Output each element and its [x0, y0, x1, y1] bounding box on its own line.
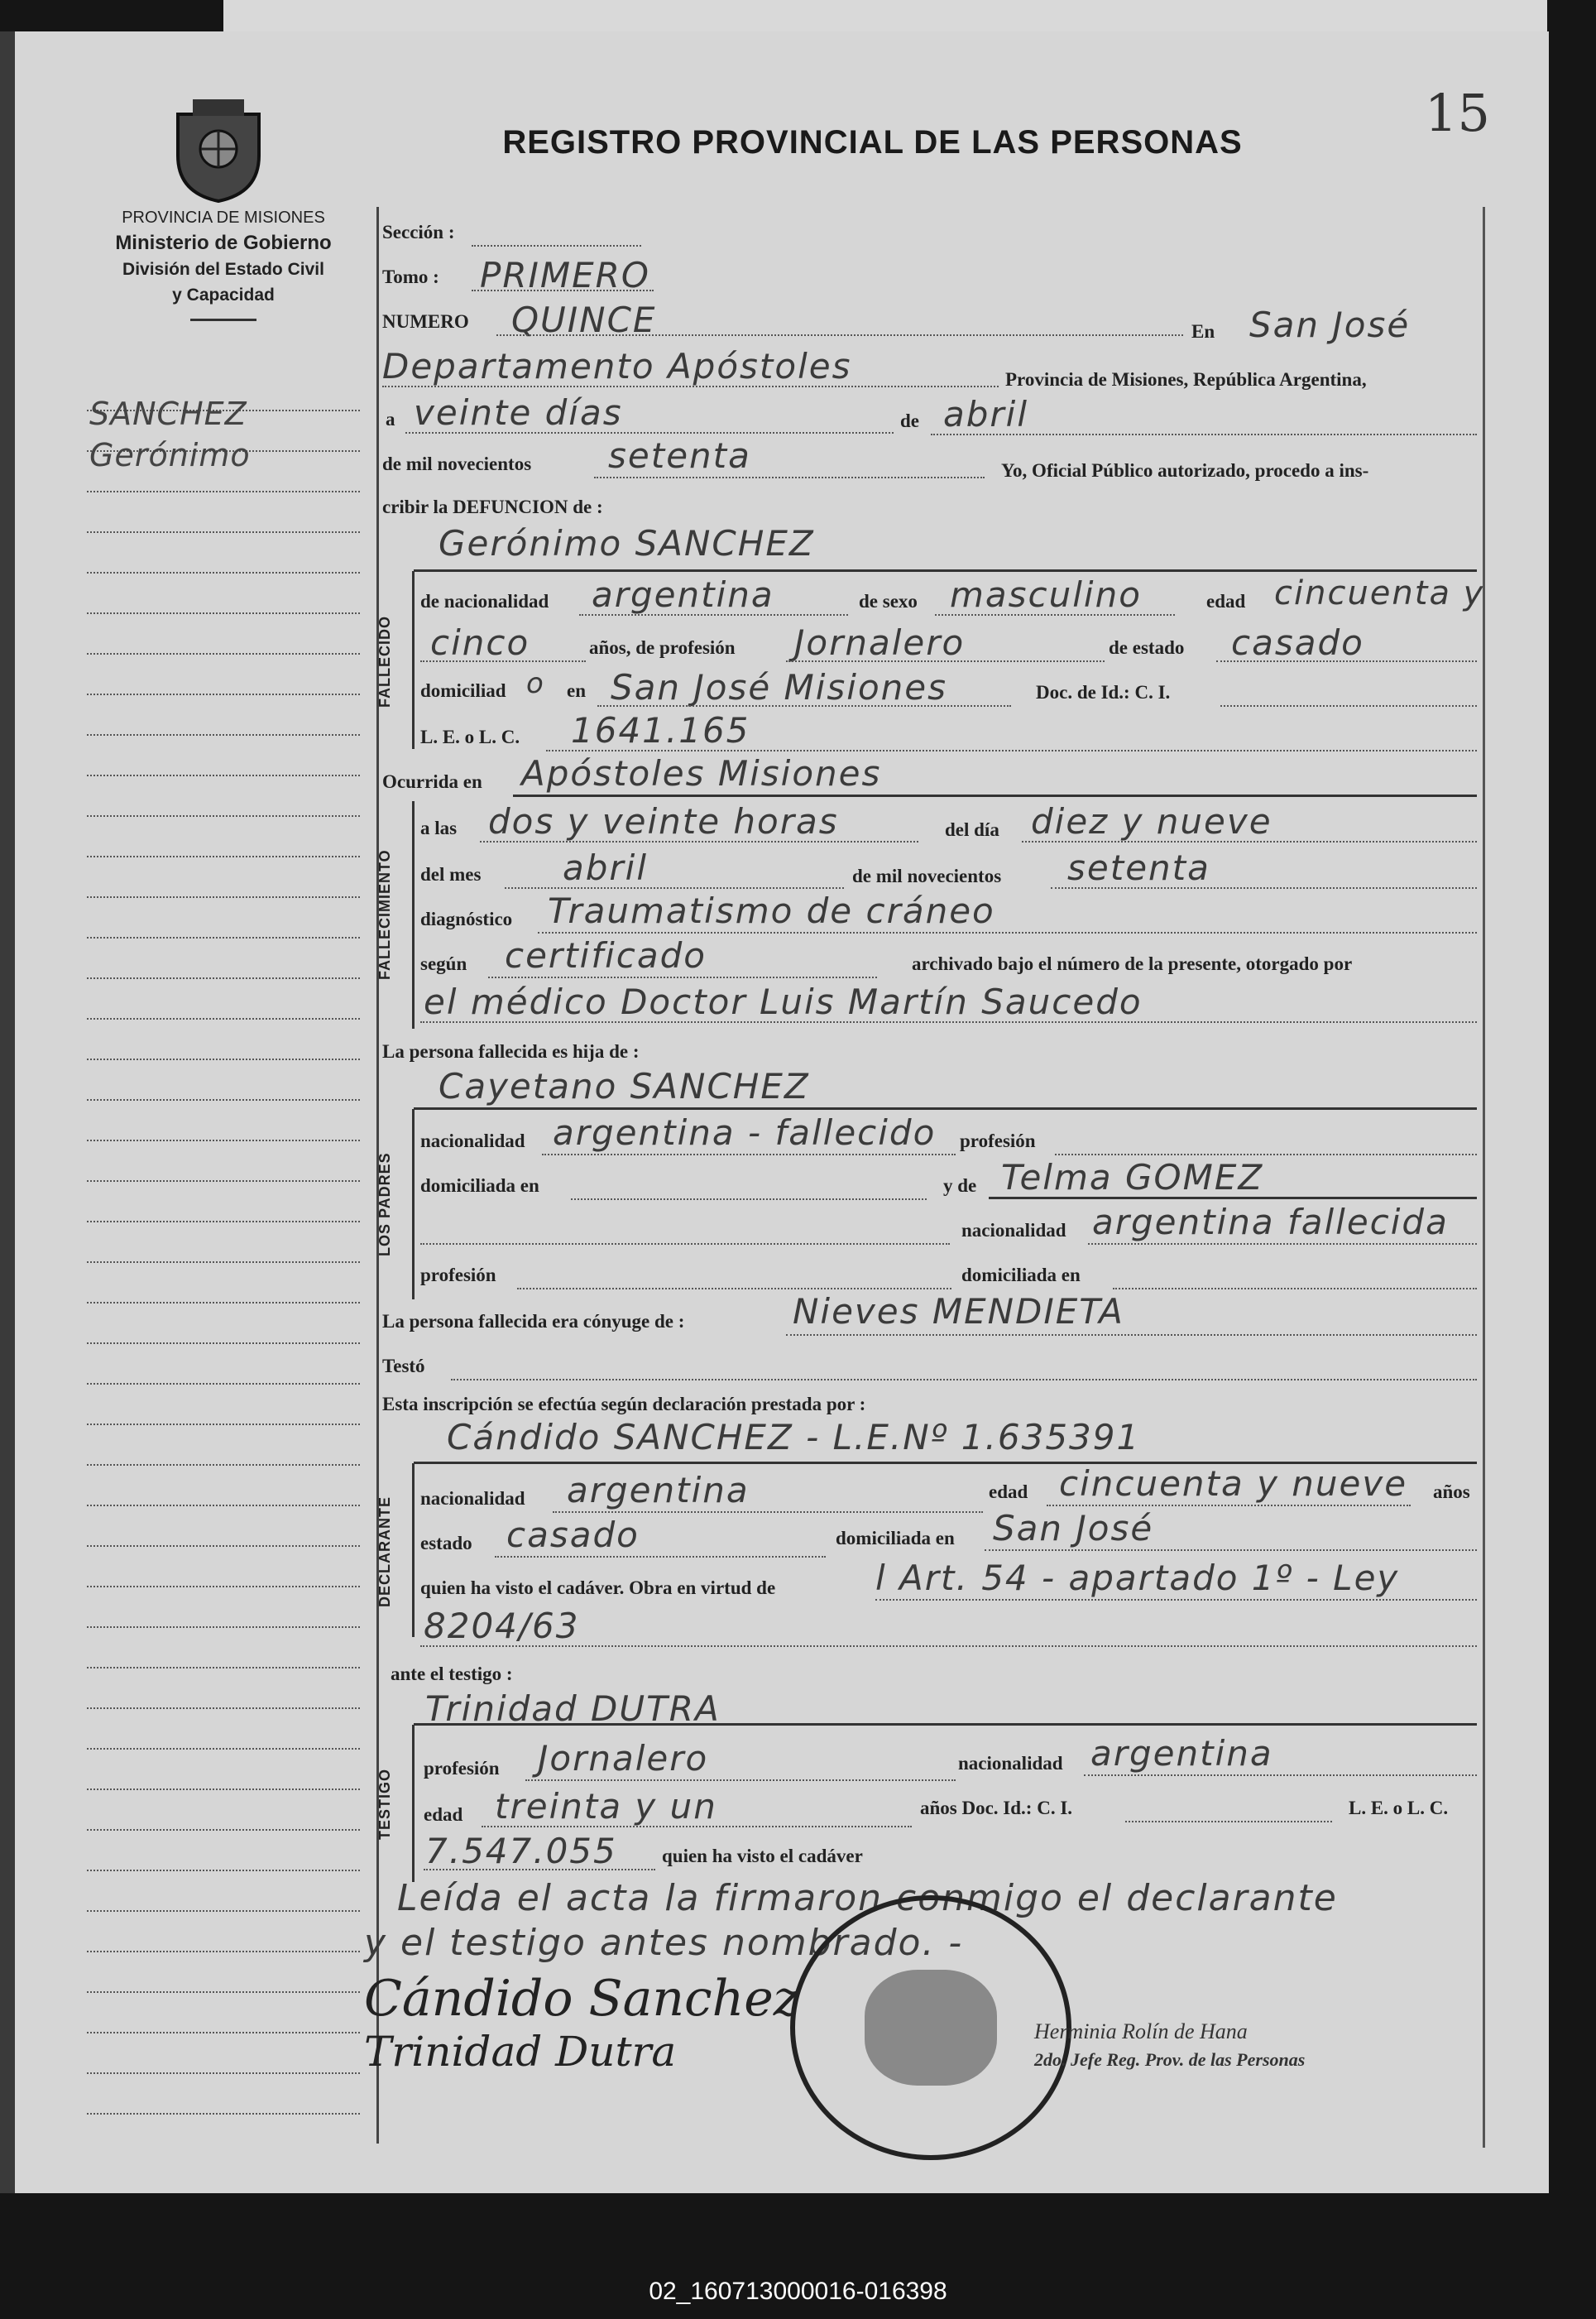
le-line: [546, 750, 1477, 751]
padre-rule: [414, 1107, 1477, 1110]
de-label: de: [900, 411, 919, 431]
top-page-strip: [223, 0, 1547, 31]
testigo-nombre: Trinidad DUTRA: [425, 1688, 721, 1729]
madre-domiciliada-line: [1113, 1288, 1477, 1289]
diagnostico-label: diagnóstico: [420, 909, 513, 929]
decl-edad-line: [1047, 1505, 1411, 1506]
fecha-dias: veinte días: [414, 392, 623, 433]
del-dia-label: del día: [945, 819, 999, 840]
virtud-line2: [420, 1645, 1477, 1647]
padre-profesion-label: profesión: [960, 1131, 1036, 1151]
anio-line: [594, 477, 985, 478]
tomo-label: Tomo :: [382, 266, 439, 287]
test-profesion-line: [525, 1779, 956, 1781]
anio2-line: [1051, 887, 1477, 889]
testo-line: [451, 1379, 1477, 1380]
yo-label: Yo, Oficial Público autorizado, procedo a ins-: [1001, 460, 1369, 481]
madre-nacionalidad-label: nacionalidad: [961, 1220, 1066, 1241]
departamento-line: [382, 386, 999, 387]
padre-domiciliada-label: domiciliada en: [420, 1175, 539, 1196]
mes-line: [505, 887, 844, 889]
decl-estado-label: estado: [420, 1533, 472, 1553]
padre-profesion-line: [1055, 1154, 1477, 1155]
side-label-fallecido: FALLECIDO: [376, 616, 393, 708]
en-value: San José: [1249, 305, 1411, 345]
mil-label-2: de mil novecientos: [852, 866, 1002, 886]
side-label-declarante: DECLARANTE: [376, 1496, 393, 1607]
decl-edad-label: edad: [989, 1481, 1028, 1502]
seal-crest-icon: [865, 1970, 997, 2086]
ocurrida-label: Ocurrida en: [382, 771, 482, 792]
cierre-line2: y el testigo antes nombrado. -: [364, 1922, 964, 1964]
doc-line: [1220, 705, 1477, 707]
test-le-label: L. E. o L. C.: [1349, 1798, 1449, 1818]
virtud-value2: 8204/63: [424, 1606, 580, 1646]
numero-line: [496, 334, 1183, 336]
test-doc-line: [1125, 1821, 1332, 1822]
sexo-label: de sexo: [859, 591, 918, 612]
domiciliado-label: domiciliad: [420, 680, 506, 701]
test-visto-label: quien ha visto el cadáver: [662, 1846, 863, 1866]
seccion-line: [472, 245, 641, 247]
departamento-value: Departamento Apóstoles: [382, 346, 852, 386]
a-label: a: [386, 409, 395, 430]
a-las-label: a las: [420, 818, 458, 838]
margin-ruled-lines: [87, 371, 360, 2115]
image-id-caption: 02_160713000016-016398: [649, 2278, 947, 2305]
page-number: 15: [1425, 83, 1490, 143]
edad-label: edad: [1206, 591, 1246, 612]
right-border: [1483, 207, 1485, 2148]
domicilio-line: [597, 705, 1011, 707]
test-edad-label: edad: [424, 1804, 463, 1825]
side-label-padres: LOS PADRES: [376, 1152, 393, 1256]
sexo-value: masculino: [950, 574, 1142, 615]
test-anos-label: años Doc. Id.: C. I.: [920, 1798, 1073, 1818]
declaracion-label: Esta inscripción se efectúa según declaración prestada por :: [382, 1394, 866, 1414]
test-edad: treinta y un: [495, 1786, 717, 1827]
diagnostico-line: [538, 932, 1477, 934]
nacionalidad-value: argentina: [592, 574, 774, 615]
header-capacidad: y Capacidad: [172, 286, 275, 305]
profesion-value: Jornalero: [794, 622, 966, 663]
declarante-bracket: [412, 1463, 415, 1637]
diagnostico-value: Traumatismo de cráneo: [548, 891, 995, 931]
decl-nacionalidad-label: nacionalidad: [420, 1488, 525, 1509]
numero-label: NUMERO: [382, 311, 469, 332]
fallecido-rule: [414, 569, 1477, 572]
test-doc: 7.547.055: [425, 1831, 617, 1871]
madre-extra-line: [420, 1243, 950, 1245]
sexo-line: [935, 614, 1175, 616]
domiciliado-suffix: o: [526, 667, 545, 700]
numero-value: QUINCE: [511, 300, 657, 340]
archivado-label: archivado bajo el número de la presente, otorgado por: [912, 953, 1353, 974]
visto-label: quien ha visto el cadáver. Obra en virtud de: [420, 1577, 776, 1598]
padre-nacionalidad: argentina - fallecido: [553, 1112, 937, 1153]
decl-domicilio: San José: [993, 1508, 1154, 1548]
virtud-line1: [875, 1599, 1477, 1601]
fecha-mes: abril: [943, 394, 1029, 435]
le-value: 1641.165: [571, 710, 750, 751]
provincia-label: Provincia de Misiones, República Argentina,: [1005, 369, 1367, 390]
anio2-value: setenta: [1067, 847, 1210, 888]
padres-bracket: [412, 1109, 415, 1299]
nacionalidad-label: de nacionalidad: [420, 591, 549, 612]
edad-line: [420, 660, 586, 662]
padre-nacionalidad-label: nacionalidad: [420, 1131, 525, 1151]
domicilio-value: San José Misiones: [611, 667, 948, 708]
fecha-mes-line: [931, 434, 1477, 435]
declarante-nombre: Cándido SANCHEZ - L.E.Nº 1.635391: [447, 1417, 1141, 1457]
conyuge-label: La persona fallecida era cónyuge de :: [382, 1311, 685, 1332]
conyuge-line: [786, 1334, 1477, 1336]
decl-estado: casado: [506, 1515, 640, 1555]
decl-nacionalidad-line: [553, 1511, 983, 1513]
padre-nombre: Cayetano SANCHEZ: [439, 1066, 810, 1107]
estado-value: casado: [1231, 622, 1364, 663]
tomo-value: PRIMERO: [480, 255, 650, 295]
doc-label: Doc. de Id.: C. I.: [1036, 682, 1171, 703]
madre-nacionalidad: argentina fallecida: [1092, 1202, 1449, 1242]
side-label-fallecimiento: FALLECIMIENTO: [376, 849, 393, 980]
anio-value: setenta: [608, 435, 751, 476]
tomo-line: [472, 290, 654, 291]
decl-estado-line: [495, 1556, 826, 1558]
padre-domiciliada-line: [571, 1198, 927, 1200]
anos-profesion-label: años, de profesión: [589, 637, 736, 658]
ocurrida-rule: [513, 795, 1477, 797]
del-mes-label: del mes: [420, 864, 482, 885]
madre-profesion-line: [517, 1288, 951, 1289]
hora-line: [480, 841, 918, 843]
edad-value1: cincuenta y: [1274, 574, 1485, 612]
decl-domicilio-line: [985, 1549, 1477, 1551]
side-label-testigo: TESTIGO: [376, 1769, 393, 1841]
cribir-label: cribir la DEFUNCION de :: [382, 497, 603, 517]
estado-line: [1216, 660, 1477, 662]
nacionalidad-line: [579, 614, 848, 616]
margin-surname: SANCHEZ: [89, 396, 247, 432]
segun-line: [488, 977, 877, 978]
le-label: L. E. o L. C.: [420, 727, 520, 747]
ocurrida-value: Apóstoles Misiones: [521, 753, 882, 794]
official-title: 2do. Jefe Reg. Prov. de las Personas: [1034, 2049, 1306, 2070]
dia-value: diez y nueve: [1031, 801, 1272, 842]
decl-nacionalidad: argentina: [567, 1470, 750, 1510]
page-title: REGISTRO PROVINCIAL DE LAS PERSONAS: [502, 124, 1243, 161]
cierre-line1: Leída el acta la firmaron conmigo el declarante: [397, 1877, 1338, 1919]
decl-edad: cincuenta y nueve: [1059, 1463, 1408, 1504]
fallecido-nombre: Gerónimo SANCHEZ: [439, 523, 815, 564]
y-de-label: y de: [943, 1175, 977, 1196]
test-nacionalidad-line: [1084, 1774, 1477, 1776]
en-label-domicilio: en: [567, 680, 586, 701]
test-nacionalidad: argentina: [1090, 1733, 1273, 1774]
edad-value2: cinco: [430, 622, 530, 663]
test-profesion: Jornalero: [538, 1738, 709, 1779]
madre-domiciliada-label: domiciliada en: [961, 1265, 1081, 1285]
margin-given-name: Gerónimo: [89, 437, 251, 473]
test-doc-line-2: [424, 1869, 655, 1870]
header-ministry: Ministerio de Gobierno: [115, 232, 332, 254]
testigo-rule: [414, 1723, 1477, 1726]
header-rule: [190, 319, 256, 321]
mil-label: de mil novecientos: [382, 454, 532, 474]
hora-value: dos y veinte horas: [488, 801, 839, 842]
madre-profesion-label: profesión: [420, 1265, 496, 1285]
seccion-label: Sección :: [382, 222, 455, 242]
test-profesion-label: profesión: [424, 1758, 500, 1779]
provincial-crest-icon: [170, 98, 267, 204]
hija-label: La persona fallecida es hija de :: [382, 1041, 640, 1062]
madre-rule: [989, 1197, 1477, 1199]
testigo-label: ante el testigo :: [391, 1664, 513, 1684]
medico-value: el médico Doctor Luis Martín Saucedo: [424, 982, 1143, 1022]
madre-nombre: Telma GOMEZ: [1001, 1157, 1264, 1198]
virtud-value1: l Art. 54 - apartado 1º - Ley: [875, 1558, 1400, 1598]
estado-label: de estado: [1109, 637, 1185, 658]
en-label: En: [1191, 321, 1215, 342]
testigo-bracket: [412, 1725, 415, 1882]
dia-line: [1022, 841, 1477, 843]
madre-nacionalidad-line: [1088, 1243, 1477, 1245]
conyuge-value: Nieves MENDIETA: [793, 1291, 1124, 1332]
official-name: Herminia Rolín de Hana: [1034, 2019, 1248, 2043]
segun-label: según: [420, 953, 467, 974]
signature-testigo: Trinidad Dutra: [364, 2028, 677, 2076]
test-nacionalidad-label: nacionalidad: [958, 1753, 1063, 1774]
decl-anos-label: años: [1433, 1481, 1470, 1502]
segun-value: certificado: [505, 935, 707, 976]
testo-label: Testó: [382, 1356, 425, 1376]
medico-line: [420, 1021, 1477, 1023]
header-province: PROVINCIA DE MISIONES: [122, 209, 325, 227]
decl-domiciliada-label: domiciliada en: [836, 1528, 955, 1548]
test-edad-line: [482, 1826, 912, 1827]
fallecido-bracket: [412, 571, 415, 749]
profesion-line: [786, 660, 1105, 662]
signature-declarante: Cándido Sanchez: [364, 1970, 800, 2028]
fallecimiento-bracket: [412, 801, 415, 1029]
header-division: División del Estado Civil: [122, 260, 324, 279]
padre-nacionalidad-line: [542, 1154, 956, 1155]
mes-value: abril: [563, 847, 649, 888]
fecha-dias-line: [405, 432, 894, 434]
